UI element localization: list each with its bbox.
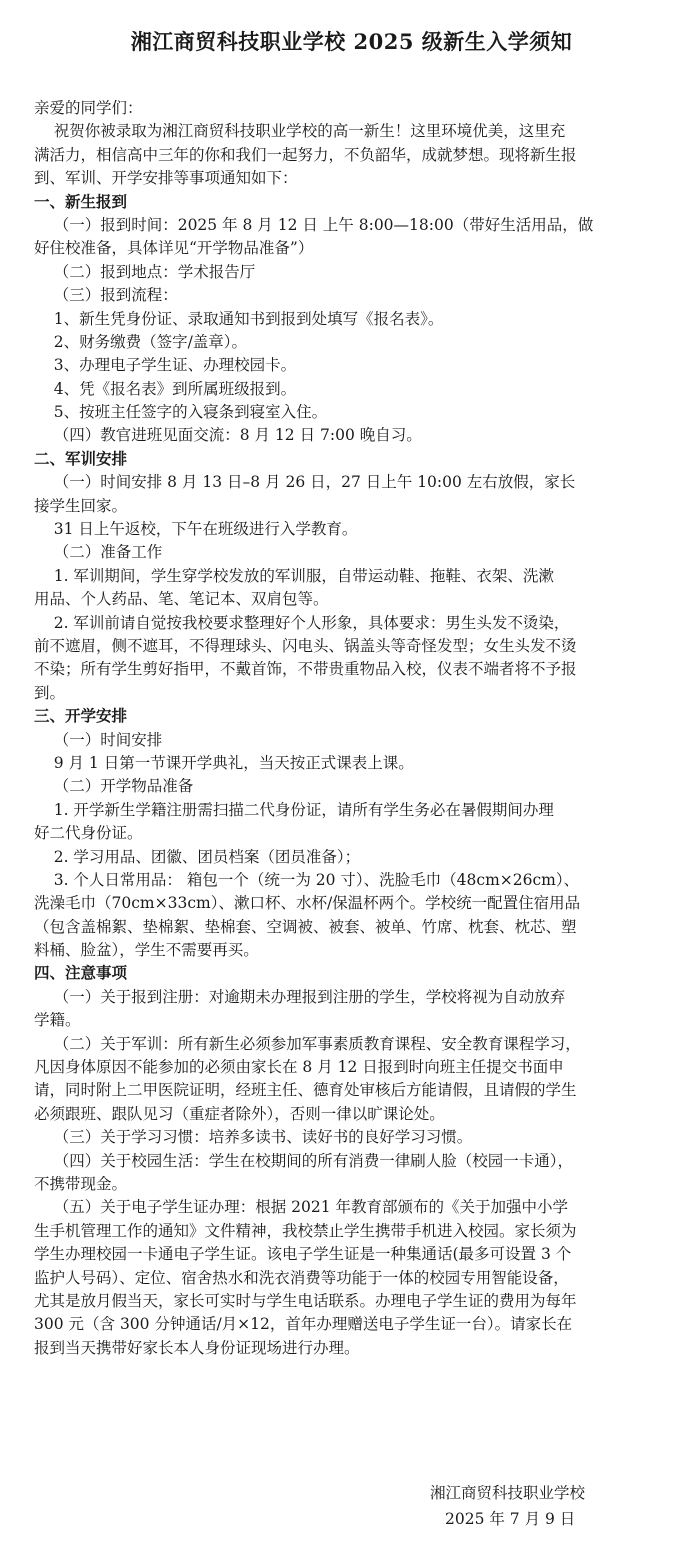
body-line: （二）准备工作 [34, 543, 163, 562]
body-line: （一）时间安排 8 月 13 日–8 月 26 日，27 日上午 10:00 左右放假，家长 [34, 473, 576, 492]
body-line: 请，同时附上二甲医院证明，经班主任、德育处审核后方能请假，且请假的学生 [34, 1081, 577, 1100]
document-title: 湘江商贸科技职业学校 2025 级新生入学须知 [130, 29, 573, 54]
body-line: 生手机管理工作的通知》文件精神，我校禁止学生携带手机进入校园。家长须为 [34, 1221, 577, 1240]
body-line: 满活力，相信高中三年的你和我们一起努力，不负韶华，成就梦想。现将新生报 [34, 145, 577, 164]
body-line: 3. 个人日常用品： 箱包一个（统一为 20 寸）、洗脸毛巾（48cm×26cm）、 [34, 870, 580, 889]
body-line: 不携带现金。 [34, 1174, 128, 1193]
body-line: 5、按班主任签字的入寝条到寝室入住。 [34, 403, 328, 422]
body-line: 2、财务缴费（签字/盖章）。 [34, 332, 248, 351]
body-line: （二）报到地点：学术报告厅 [34, 262, 256, 281]
body-line: （四）教官进班见面交流：8 月 12 日 7:00 晚自习。 [34, 426, 422, 445]
body-line: 洗澡毛巾（70cm×33cm）、漱口杯、水杯/保温杯两个。学校统一配置住宿用品 [34, 894, 581, 913]
body-line: （二）关于军训：所有新生必须参加军事素质教育课程、安全教育课程学习， [34, 1034, 581, 1053]
signature-organization: 湘江商贸科技职业学校 [430, 1484, 586, 1502]
body-line: 4、凭《报名表》到所属班级报到。 [34, 379, 297, 398]
body-line: 300 元（含 300 分钟通话/月×12，首年办理赠送电子学生证一台）。请家长在 [34, 1315, 573, 1334]
body-line: 学生办理校园一卡通电子学生证。该电子学生证是一种集通话(最多可设置 3 个 [34, 1245, 572, 1264]
body-line: 亲爱的同学们： [34, 99, 143, 117]
body-line: 2. 学习用品、团徽、团员档案（团员准备）； [34, 847, 361, 866]
body-line: 监护人号码）、定位、宿舍热水和洗衣消费等功能于一体的校园专用智能设备， [34, 1268, 569, 1287]
body-line: 3、办理电子学生证、办理校园卡。 [34, 356, 297, 375]
body-line: （三）关于学习习惯：培养多读书、读好书的良好学习习惯。 [34, 1128, 473, 1147]
body-line: （五）关于电子学生证办理：根据 2021 年教育部颁布的《关于加强中小学 [34, 1198, 569, 1217]
body-line: 1. 军训期间，学生穿学校发放的军训服，自带运动鞋、拖鞋、衣架、洗漱 [34, 566, 554, 585]
signature-date: 2025 年 7 月 9 日 [445, 1510, 576, 1528]
body-line: （一）关于报到注册：对逾期未办理报到注册的学生，学校将视为自动放弃 [34, 987, 566, 1006]
body-line: 料桶、脸盆），学生不需要再买。 [34, 941, 259, 960]
body-line: 祝贺你被录取为湘江商贸科技职业学校的高一新生！这里环境优美，这里充 [34, 122, 566, 141]
body-line: （一）时间安排 [34, 730, 163, 749]
notice-body [34, 97, 669, 1360]
body-line: （二）开学物品准备 [34, 777, 194, 796]
body-line: 学籍。 [34, 1011, 81, 1030]
body-line: （四）关于校园生活：学生在校期间的所有消费一律刷人脸（校园一卡通）， [34, 1151, 573, 1170]
body-line: （三）报到流程： [34, 286, 178, 305]
body-line: 1、新生凭身份证、录取通知书到报到处填写《报名表》。 [34, 309, 444, 328]
body-line: 9 月 1 日第一节课开学典礼，当天按正式课表上课。 [34, 753, 414, 772]
section-heading: 三、开学安排 [34, 707, 128, 726]
body-line: 1. 开学新生学籍注册需扫描二代身份证，请所有学生务必在暑假期间办理 [34, 800, 554, 819]
body-line: 不染；所有学生剪好指甲，不戴首饰，不带贵重物品入校，仪表不端者将不予报 [34, 660, 577, 679]
body-line: 到、军训、开学安排等事项通知如下： [34, 169, 298, 188]
body-line: 凡因身体原因不能参加的必须由家长在 8 月 12 日报到时向班主任提交书面申 [34, 1058, 564, 1077]
body-line: 接学生回家。 [34, 496, 128, 515]
body-line: （一）报到时间：2025 年 8 月 12 日 上午 8:00—18:00（带好生活用品，做 [34, 215, 594, 234]
body-line: 用品、个人药品、笔、笔记本、双肩包等。 [34, 590, 329, 609]
body-line: 报到当天携带好家长本人身份证现场进行办理。 [34, 1338, 360, 1357]
body-line: （包含盖棉絮、垫棉絮、垫棉套、空调被、被套、被单、竹席、枕套、枕芯、塑 [34, 917, 577, 936]
body-line: 尤其是放月假当天，家长可实时与学生电话联系。办理电子学生证的费用为每年 [34, 1291, 577, 1310]
body-line: 31 日上午返校，下午在班级进行入学教育。 [34, 520, 358, 539]
body-line: 前不遮眉，侧不遮耳，不得理球头、闪电头、锅盖头等奇怪发型；女生头发不烫 [34, 636, 577, 655]
section-heading: 一、新生报到 [34, 192, 128, 211]
section-heading: 二、军训安排 [34, 449, 128, 468]
body-line: 2. 军训前请自觉按我校要求整理好个人形象，具体要求：男生头发不烫染， [34, 613, 570, 632]
body-line: 好住校准备，具体详见“开学物品准备”） [34, 239, 314, 258]
body-line: 到。 [34, 683, 66, 702]
body-line: 必须跟班、跟队见习（重症者除外），否则一律以旷课论处。 [34, 1104, 445, 1123]
section-heading: 四、注意事项 [34, 964, 128, 983]
body-line: 好二代身份证。 [34, 824, 143, 843]
